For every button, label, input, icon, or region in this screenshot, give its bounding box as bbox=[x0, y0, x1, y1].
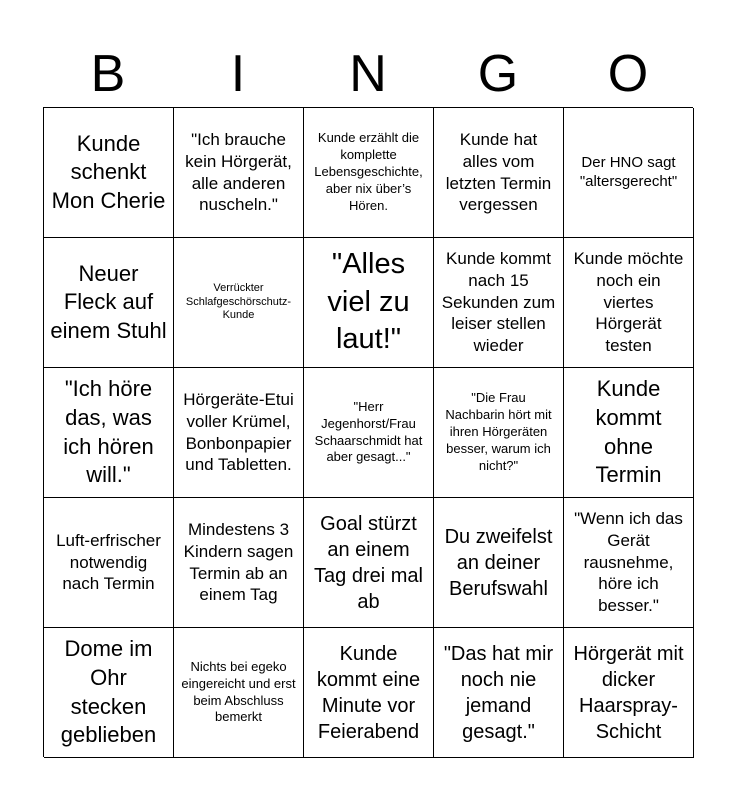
bingo-cell[interactable] bbox=[434, 108, 564, 238]
bingo-cell[interactable] bbox=[174, 368, 304, 498]
header-letter-g: G bbox=[477, 45, 519, 103]
cell-text: Kunde kommt ohne Termin bbox=[595, 376, 662, 488]
bingo-cell[interactable] bbox=[564, 498, 694, 628]
cell-text: "Die Frau Nachbarin hört mit ihren Hörgeräten besser, warum ich nicht?" bbox=[445, 390, 552, 473]
bingo-cell[interactable] bbox=[44, 628, 174, 758]
bingo-cell[interactable] bbox=[44, 498, 174, 628]
header-letter-n: N bbox=[349, 45, 387, 103]
header-letter-b: B bbox=[90, 45, 126, 103]
cell-text: Kunde hat alles vom letzten Termin vergessen bbox=[445, 130, 552, 215]
cell-text: "Das hat mir noch nie jemand gesagt." bbox=[443, 642, 554, 743]
cell-text: Hörgerät mit dicker Haarspray-Schicht bbox=[573, 642, 684, 743]
bingo-cell[interactable] bbox=[434, 368, 564, 498]
header-letter-o: O bbox=[607, 45, 649, 103]
cell-text: Kunde erzählt die komplette Lebensgeschichte, aber nix über’s Hören. bbox=[314, 130, 423, 213]
bingo-board bbox=[43, 107, 693, 757]
bingo-cell[interactable] bbox=[44, 108, 174, 238]
bingo-cell[interactable] bbox=[564, 108, 694, 238]
bingo-cell[interactable] bbox=[174, 628, 304, 758]
bingo-cell[interactable] bbox=[564, 368, 694, 498]
cell-text: Kunde möchte noch ein viertes Hörgerät testen bbox=[573, 249, 684, 356]
bingo-cell[interactable] bbox=[564, 628, 694, 758]
bingo-cell[interactable] bbox=[174, 238, 304, 368]
bingo-cell[interactable] bbox=[434, 238, 564, 368]
cell-text: "Ich brauche kein Hörgerät, alle anderen nuscheln." bbox=[185, 130, 292, 215]
cell-text: Hörgeräte-Etui voller Krümel, Bonbonpapier und Tabletten. bbox=[183, 390, 294, 475]
cell-text: Kunde kommt nach 15 Sekunden zum leiser stellen wieder bbox=[441, 249, 556, 356]
bingo-header bbox=[43, 40, 693, 108]
cell-text: Kunde schenkt Mon Cherie bbox=[51, 130, 166, 213]
bingo-cell[interactable] bbox=[564, 238, 694, 368]
bingo-cell[interactable] bbox=[44, 238, 174, 368]
bingo-cell[interactable] bbox=[304, 108, 434, 238]
cell-text: Dome im Ohr stecken geblieben bbox=[60, 636, 157, 748]
cell-text: "Alles viel zu laut!" bbox=[327, 247, 410, 356]
free-cell[interactable] bbox=[304, 238, 434, 368]
bingo-cell[interactable] bbox=[44, 368, 174, 498]
bingo-cell[interactable] bbox=[174, 108, 304, 238]
cell-text: Kunde kommt eine Minute vor Feierabend bbox=[316, 642, 421, 743]
bingo-cell[interactable] bbox=[304, 628, 434, 758]
cell-text: Luft-erfrischer notwendig nach Termin bbox=[56, 530, 161, 594]
bingo-cell[interactable] bbox=[304, 498, 434, 628]
cell-text: "Ich höre das, was ich hören will." bbox=[63, 376, 154, 488]
bingo-cell[interactable] bbox=[434, 498, 564, 628]
bingo-cell[interactable] bbox=[304, 368, 434, 498]
cell-text: Der HNO sagt "altersgerecht" bbox=[579, 153, 678, 190]
cell-text: Nichts bei egeko eingereicht und erst beim Abschluss bemerkt bbox=[181, 658, 296, 725]
bingo-cell[interactable] bbox=[434, 628, 564, 758]
cell-text: Du zweifelst an deiner Berufswahl bbox=[444, 525, 553, 600]
cell-text: Mindestens 3 Kindern sagen Termin ab an einem Tag bbox=[183, 520, 294, 605]
cell-text: Neuer Fleck auf einem Stuhl bbox=[50, 260, 167, 343]
cell-text: "Herr Jegenhorst/Frau Schaarschmidt hat aber gesagt..." bbox=[314, 398, 423, 465]
cell-text: Verrückter Schlafgeschörschutz-Kunde bbox=[185, 281, 292, 322]
cell-text: "Wenn ich das Gerät rausnehme, höre ich besser." bbox=[574, 509, 683, 616]
bingo-cell[interactable] bbox=[174, 498, 304, 628]
header-letter-i: I bbox=[230, 45, 246, 103]
cell-text: Goal stürzt an einem Tag drei mal ab bbox=[314, 512, 423, 613]
